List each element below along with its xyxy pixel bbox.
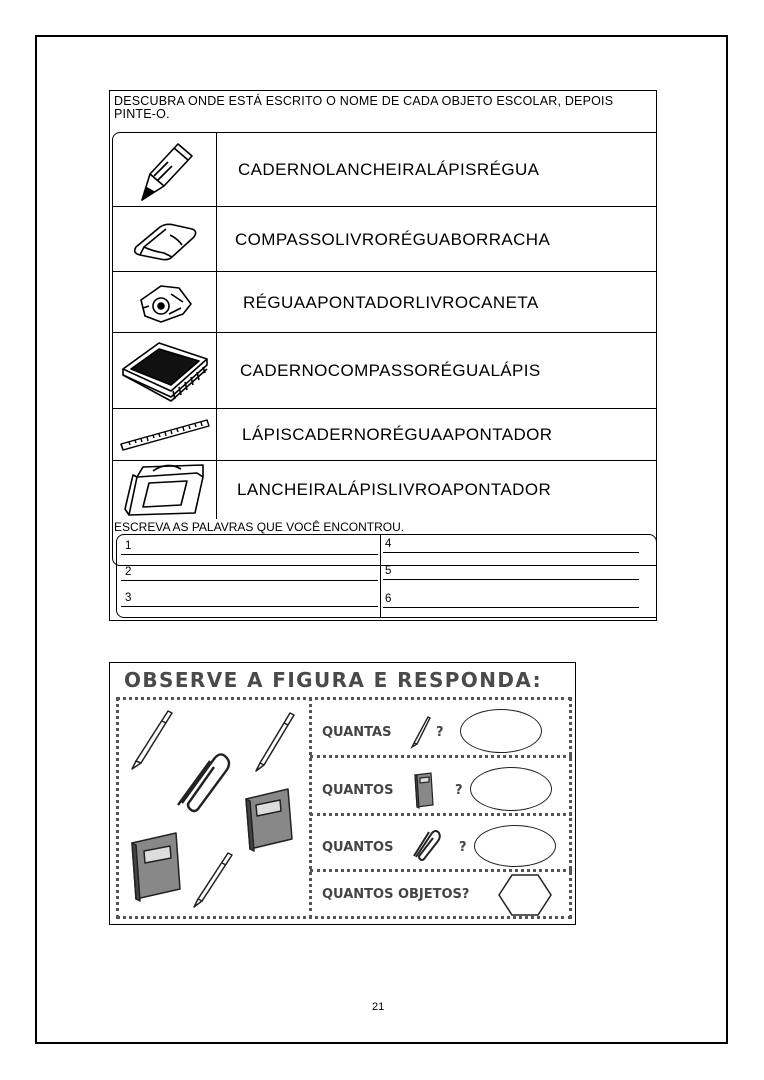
paperclip-icon xyxy=(412,827,442,861)
objects-illustration xyxy=(122,701,306,915)
notebook-icon xyxy=(119,339,211,403)
answer-number: 3 xyxy=(125,592,132,604)
lunchbox-icon xyxy=(123,463,207,517)
pen-icon xyxy=(256,713,294,771)
answer-line[interactable] xyxy=(383,607,639,608)
table-row xyxy=(113,133,656,207)
table-row xyxy=(113,332,656,409)
table-row xyxy=(113,408,656,461)
page-number: 21 xyxy=(372,1001,385,1013)
answer-line[interactable] xyxy=(121,606,378,607)
answer-ellipse[interactable] xyxy=(470,767,552,811)
answer-ellipse[interactable] xyxy=(474,825,556,867)
table-row xyxy=(113,206,656,272)
answer-number: 4 xyxy=(385,538,392,550)
book-icon xyxy=(132,833,180,901)
letter-sequence: LANCHEIRALÁPISLIVROAPONTADOR xyxy=(237,480,552,499)
answer-number: 5 xyxy=(385,565,392,577)
ruler-icon xyxy=(119,418,211,452)
eraser-icon xyxy=(130,217,200,263)
worksheet-2-title: OBSERVE A FIGURA E RESPONDA: xyxy=(124,668,542,692)
worksheet-1-title: DESCUBRA ONDE ESTÁ ESCRITO O NOME DE CADA OBJETO ESCOLAR, DEPOIS PINTE-O. xyxy=(114,94,614,121)
hexagon-icon[interactable] xyxy=(498,874,552,916)
answer-ellipse[interactable] xyxy=(460,709,542,753)
answer-box xyxy=(116,534,657,618)
book-icon xyxy=(246,789,292,851)
letter-sequence: CADERNOCOMPASSORÉGUALÁPIS xyxy=(240,361,541,380)
answer-number: 2 xyxy=(125,566,132,578)
book-icon xyxy=(413,771,435,809)
pencil-icon xyxy=(130,138,200,202)
table-row xyxy=(113,271,656,333)
answer-number: 6 xyxy=(385,593,392,605)
letter-sequence: CADERNOLANCHEIRALÁPISRÉGUA xyxy=(238,160,540,179)
letter-sequence: LÁPISCADERNORÉGUAAPONTADOR xyxy=(242,425,553,444)
pen-icon xyxy=(132,711,172,769)
answer-line[interactable] xyxy=(121,554,378,555)
answer-line[interactable] xyxy=(121,580,378,581)
word-search-worksheet xyxy=(109,90,657,621)
answer-line[interactable] xyxy=(383,579,639,580)
pen-icon xyxy=(410,713,432,747)
answer-line[interactable] xyxy=(383,552,639,553)
pen-icon xyxy=(194,853,232,907)
answer-number: 1 xyxy=(125,540,132,552)
letter-sequence: RÉGUAAPONTADORLIVROCANETA xyxy=(243,292,539,312)
paperclip-icon xyxy=(178,754,229,811)
sharpener-icon xyxy=(135,280,195,326)
objects-table xyxy=(112,132,657,566)
table-row xyxy=(113,460,656,519)
counting-worksheet: OBSERVE A FIGURA E RESPONDA: QUANTAS ? QUANTOS ? QUANTOS ? QUANTOS OBJETOS? xyxy=(109,662,576,925)
answer-instruction: ESCREVA AS PALAVRAS QUE VOCÊ ENCONTROU. xyxy=(114,520,405,534)
letter-sequence: COMPASSOLIVRORÉGUABORRACHA xyxy=(235,229,551,249)
